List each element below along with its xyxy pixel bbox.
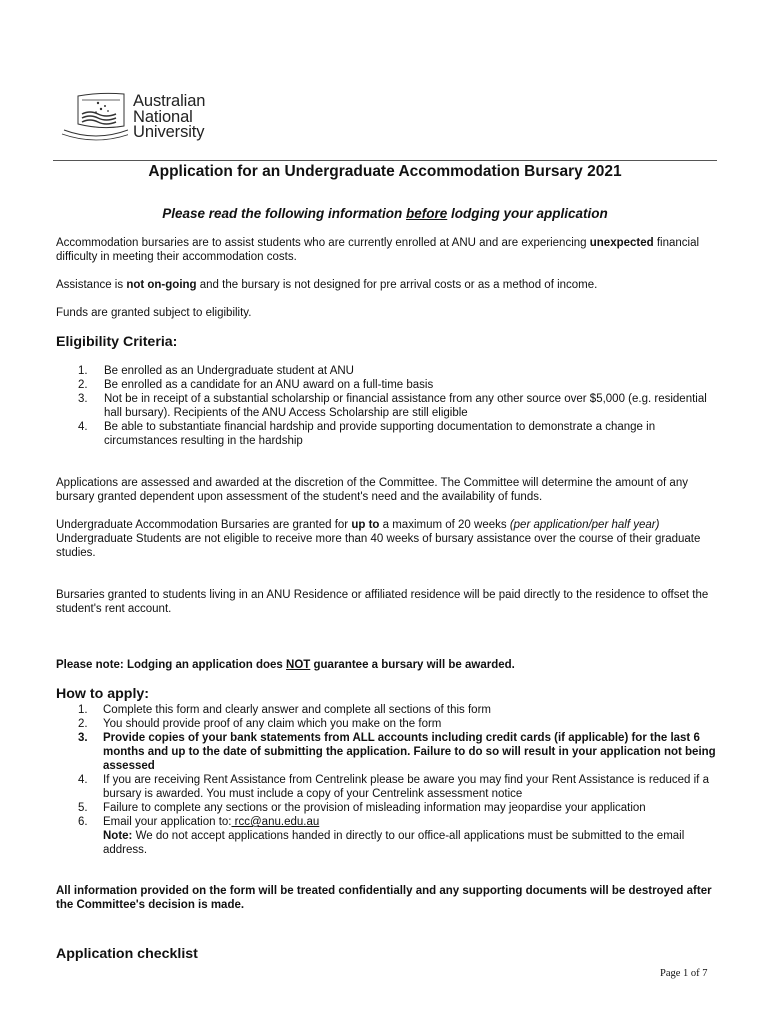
text: a maximum of 20 weeks — [379, 519, 510, 531]
list-number: 3. — [78, 732, 88, 744]
list-item — [56, 717, 718, 731]
list-text: Be able to substantiate financial hardship and provide supporting documentation to demonstrate a change in circumstances resulting in the hardship — [104, 421, 656, 447]
page-number: Page 1 of 7 — [660, 968, 708, 979]
text: Please note: Lodging an application does — [56, 659, 287, 671]
list-number: 3. — [78, 393, 88, 405]
list-number: 2. — [78, 379, 88, 391]
list-text: Failure to complete any sections or the provision of misleading information may jeopardise your application — [103, 802, 646, 814]
note-text: We do not accept applications handed in directly to our office-all applications must be submitted to the email address. — [103, 830, 685, 856]
text: guarantee a bursary will be awarded. — [310, 659, 515, 671]
text-bold: not on-going — [126, 279, 197, 291]
logo-line-3: University — [133, 123, 205, 141]
assessment-paragraph-3: Bursaries granted to students living in an ANU Residence or affiliated residence will be paid directly to the residence to offset the student's rent account. — [56, 589, 709, 615]
list-text: Email your application to: — [103, 816, 232, 828]
list-number: 4. — [78, 774, 88, 786]
logo-line-2: National — [133, 107, 193, 126]
list-number: 1. — [78, 704, 88, 716]
list-number: 4. — [78, 421, 88, 433]
eligibility-heading: Eligibility Criteria: — [56, 334, 178, 350]
list-item — [56, 731, 718, 773]
intro-paragraph-2 — [56, 278, 718, 292]
list-text: If you are receiving Rent Assistance from Centrelink please be aware you may find your Rent Assistance is reduced if a bursary is awarded. You must include a copy of your Centrelink assessment notice — [103, 774, 709, 800]
list-item — [56, 815, 718, 857]
list-number: 5. — [78, 802, 88, 814]
anu-crest-icon — [60, 90, 128, 146]
assessment-paragraph-1: Applications are assessed and awarded at the discretion of the Committee. The Committee will determine the amount of any bursary granted dependent upon assessment of the student's need and the availability of funds. — [56, 477, 688, 503]
subtitle-pre: Please read the following information — [162, 206, 407, 221]
subtitle — [0, 206, 770, 221]
list-number: 6. — [78, 816, 88, 828]
how-to-apply-heading: How to apply: — [56, 686, 150, 702]
list-text: Be enrolled as an Undergraduate student at ANU — [104, 365, 354, 377]
list-item — [56, 773, 718, 801]
subtitle-emphasis: before — [406, 206, 448, 221]
header-divider — [53, 160, 717, 161]
eligibility-list — [56, 364, 718, 448]
how-to-apply-list — [56, 703, 718, 857]
list-text: You should provide proof of any claim which you make on the form — [103, 718, 442, 730]
subtitle-post: lodging your application — [447, 206, 608, 221]
text: Accommodation bursaries are to assist students who are currently enrolled at ANU and are experiencing — [56, 237, 590, 249]
list-text: Be enrolled as a candidate for an ANU award on a full-time basis — [104, 379, 434, 391]
intro-paragraph-3: Funds are granted subject to eligibility. — [56, 307, 252, 319]
note-label: Note: — [103, 830, 133, 842]
list-item — [56, 392, 718, 420]
text-italic: (per application/per half year) — [509, 519, 660, 531]
list-item — [56, 364, 718, 378]
application-checklist-heading: Application checklist — [56, 946, 198, 962]
assessment-paragraph-2 — [56, 518, 718, 560]
page-title: Application for an Undergraduate Accommodation Bursary 2021 — [148, 163, 622, 180]
list-number: 2. — [78, 718, 88, 730]
text: Assistance is — [56, 279, 127, 291]
anu-logo — [60, 90, 220, 146]
text: Undergraduate Students are not eligible to receive more than 40 weeks of bursary assistance over the course of their graduate studies. — [56, 533, 701, 559]
list-number: 1. — [78, 365, 88, 377]
email-link[interactable]: rcc@anu.edu.au — [231, 816, 320, 828]
list-item — [56, 801, 718, 815]
list-text: Complete this form and clearly answer and complete all sections of this form — [103, 704, 491, 716]
list-item — [56, 703, 718, 717]
intro-paragraph-1 — [56, 236, 718, 264]
logo-line-1: Australian — [133, 92, 206, 110]
text-bold: unexpected — [589, 237, 654, 249]
confidentiality-statement: All information provided on the form will be treated confidentially and any supporting documents will be destroyed after the Committee's decision is made. — [56, 885, 712, 911]
text: Undergraduate Accommodation Bursaries are granted for — [56, 519, 352, 531]
list-item — [56, 420, 718, 448]
list-item — [56, 378, 718, 392]
logo-wordmark — [133, 94, 205, 141]
list-text: Not be in receipt of a substantial scholarship or financial assistance from any other source over $5,000 (e.g. residential hall bursary). Recipients of the ANU Access Scholarship are still eligible — [104, 393, 707, 419]
text-bold: up to — [351, 519, 380, 531]
text: financial difficulty in meeting their accommodation costs. — [56, 237, 700, 263]
list-text: Provide copies of your bank statements from ALL accounts including credit cards (if applicable) for the last 6 months and up to the date of submitting the application. Failure to do so will result in your application not being assessed — [103, 732, 716, 772]
text-underlined: NOT — [286, 659, 311, 671]
please-note — [56, 658, 718, 672]
text: and the bursary is not designed for pre arrival costs or as a method of income. — [196, 279, 598, 291]
